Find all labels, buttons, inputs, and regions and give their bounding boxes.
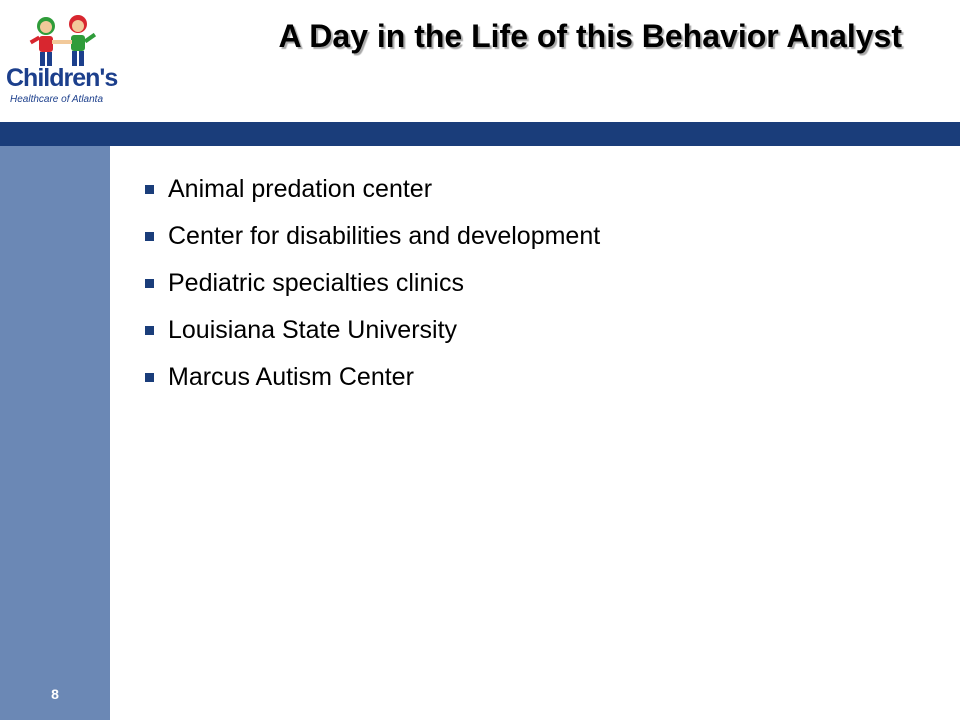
bullet-text: Pediatric specialties clinics xyxy=(168,269,464,297)
bullet-text: Marcus Autism Center xyxy=(168,363,414,391)
left-sidebar xyxy=(0,146,110,720)
bullet-text: Louisiana State University xyxy=(168,316,458,344)
square-bullet-icon xyxy=(145,232,154,241)
bullet-text: Animal predation center xyxy=(168,175,433,203)
list-item xyxy=(145,354,600,401)
header-band xyxy=(0,122,960,146)
square-bullet-icon xyxy=(145,326,154,335)
children-figures-icon xyxy=(22,12,112,68)
list-item xyxy=(145,213,600,260)
square-bullet-icon xyxy=(145,279,154,288)
slide-number: 8 xyxy=(51,686,59,702)
list-item xyxy=(145,166,600,213)
list-item xyxy=(145,307,600,354)
logo-wordmark: Children's xyxy=(6,64,118,92)
logo-subtitle: Healthcare of Atlanta xyxy=(10,94,104,105)
square-bullet-icon xyxy=(145,185,154,194)
bullet-list xyxy=(145,166,600,401)
bullet-text: Center for disabilities and development xyxy=(168,222,601,250)
slide-title: A Day in the Life of this Behavior Analyst xyxy=(278,18,902,54)
list-item xyxy=(145,260,600,307)
square-bullet-icon xyxy=(145,373,154,382)
childrens-healthcare-logo xyxy=(4,12,134,112)
